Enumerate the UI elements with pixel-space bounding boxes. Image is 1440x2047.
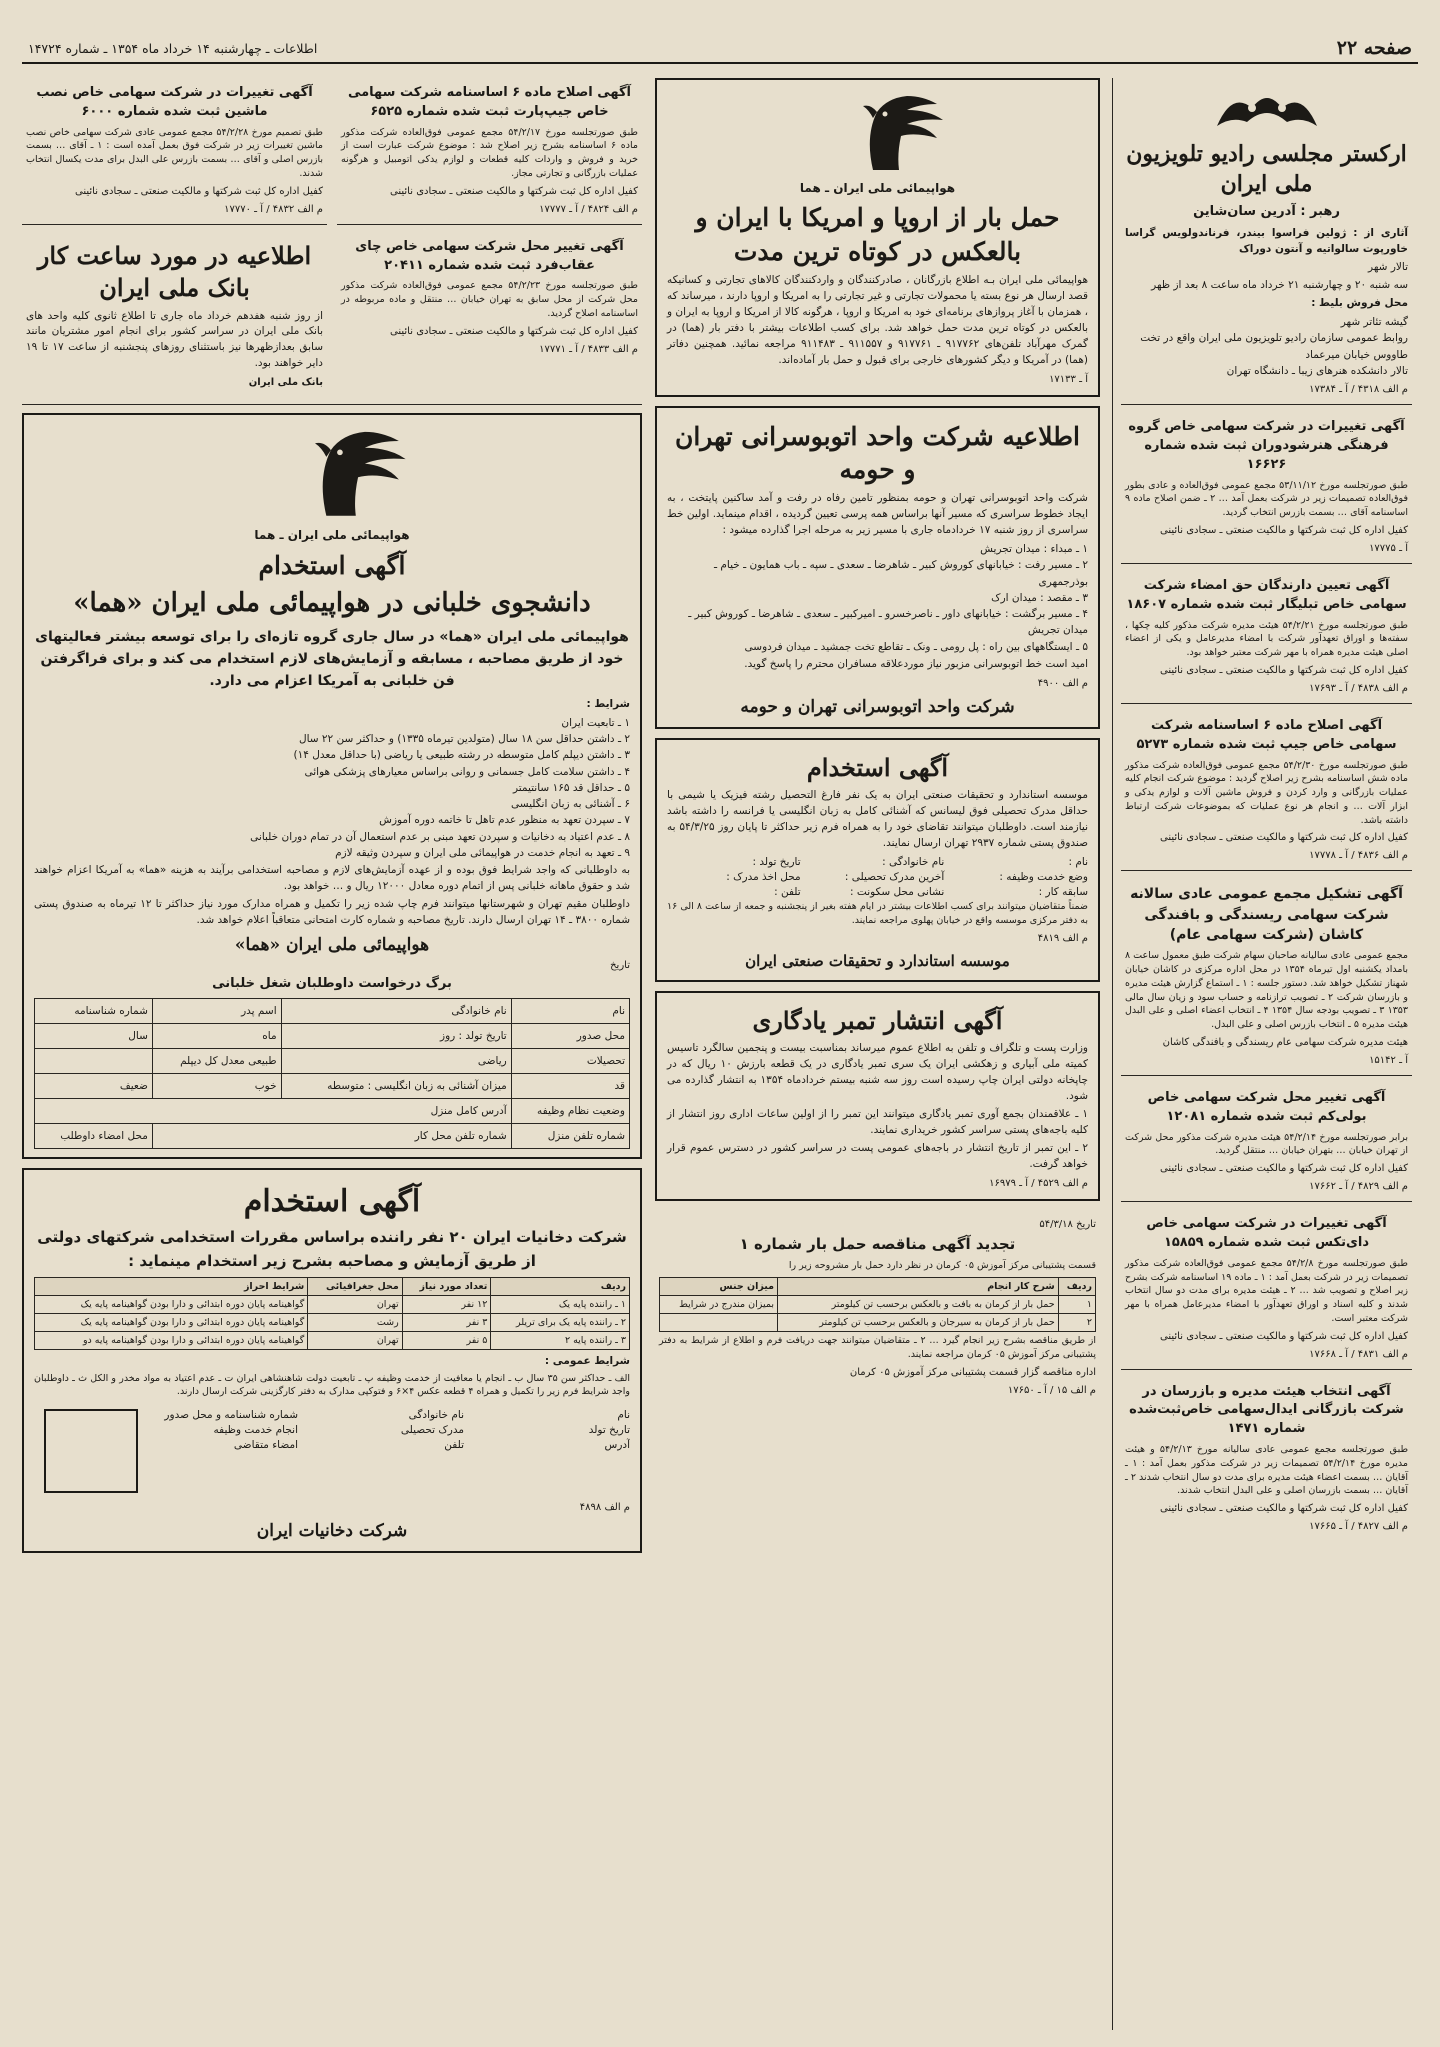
- notice-body: طبق تصمیم مورخ ۵۴/۲/۲۸ مجمع عمومی عادی شرکت سهامی خاص نصب ماشین تغییرات زیر در شرکت فوق بعمل آمده است : ۱ ـ آقای … بسمت بازرس اصلی و آقای … بسمت بازرس علی البدل برای مدت یکسال انتخاب شدند.: [26, 126, 323, 179]
- notice-ref: م الف ۴۸۳۳ / آ ـ ۱۷۷۷۱: [539, 343, 638, 355]
- orchestra-tickets-heading: محل فروش بلیط :: [1311, 297, 1408, 310]
- standards-note: ضمناً متقاضیان میتوانند برای کسب اطلاعات بیشتر در ایام هفته بغیر از پنجشنبه و جمعه از ساعت ۸ الی ۱۶ به دفتر مرکزی موسسه واقع در خیابان پهلوی مراجعه نمایند.: [667, 900, 1089, 926]
- standards-ref: م الف ۴۸۱۹: [1037, 932, 1088, 944]
- notice-ref: آ ـ ۱۵۱۴۲: [1369, 1054, 1408, 1066]
- homa-logo-icon: [667, 92, 1088, 176]
- condition-item: ۹ ـ تعهد به انجام خدمت در هواپیمائی ملی ایران و سپردن وثیقه لازم: [335, 846, 630, 859]
- form-cell: خوب: [152, 1073, 281, 1098]
- stamp-ref: م الف ۴۵۲۹ / آ ـ ۱۶۹۷۹: [989, 1177, 1088, 1189]
- right-column: [1112, 78, 1412, 2030]
- orchestra-title: ارکستر مجلسی رادیو تلویزیون ملی ایران: [1126, 141, 1407, 197]
- tender-cell: حمل بار از کرمان به سیرجان و بالعکس برحسب تن کیلومتر: [778, 1314, 1059, 1332]
- bus-route-list: [667, 541, 1088, 655]
- tobacco-hiring-ad: [22, 1168, 642, 1553]
- stamp-notice: [655, 991, 1100, 1201]
- tobacco-general-heading: شرایط عمومی :: [544, 1354, 630, 1367]
- form-field: نام خانوادگی: [408, 1409, 464, 1422]
- left-column: [22, 78, 642, 2030]
- homa-lead: هواپیمائی ملی ایران «هما» در سال جاری گروه تازه‌ای را برای توسعه بیشتر فعالیتهای خود از طریق مصاحبه ، مسابقه و آزمایش‌های لازم استخدام می کند و برای فراگرفتن فن خلبانی به آمریکا اعزام می دارد.: [35, 628, 629, 690]
- bus-intro: شرکت واحد اتوبوسرانی تهران و حومه بمنظور تامین رفاه در رفت و آمد ساکنین پایتخت ، به ایجاد خطوط سراسری که مسیر آنها براساس همه پرسی تعیین گردیده ، اقدام مینماید. اولین خط سراسری از روز شنبه ۱۷ خردادماه جاری با مسیر زیر به مرحله اجرا گذارده میشود :: [667, 492, 1088, 537]
- notice-ref: م الف ۴۸۲۷ / آ ـ ۱۷۶۶۵: [1309, 1521, 1408, 1533]
- bank-signature: بانک ملی ایران: [248, 377, 323, 389]
- form-field: سابقه کار :: [1038, 885, 1088, 898]
- bus-closing: امید است خط اتوبوسرانی مزبور نیاز موردعلاقه مسافران محترم را پاسخ گوید.: [744, 657, 1088, 670]
- form-cell: تحصیلات: [511, 1048, 629, 1073]
- cargo-ad: [655, 78, 1100, 397]
- form-cell: شماره تلفن محل کار: [152, 1123, 511, 1148]
- tobacco-cell: ۳ نفر: [402, 1313, 491, 1331]
- form-field: نام :: [1068, 855, 1088, 868]
- company-notice: [1121, 878, 1412, 1075]
- condition-item: ۱ ـ تابعیت ایران: [561, 716, 630, 729]
- notice-ref: م الف ۴۸۲۹ / آ ـ ۱۷۶۶۲: [1309, 1181, 1408, 1193]
- notice-body: طبق صورتجلسه مورخ ۵۴/۲/۲۱ هیئت مدیره شرکت مذکور کلیه چکها ، سفته‌ها و اوراق تعهدآور شرکت با امضاء مدیرعامل و یکی از اعضاء اصلی هیئت مدیره همراه با مهر شرکت معتبر خواهد بود.: [1125, 619, 1408, 659]
- form-cell: ضعیف: [35, 1073, 153, 1098]
- tender-ref: م الف ۱۵ / آ ـ ۱۷۶۵۰: [1007, 1384, 1096, 1396]
- standards-hiring-ad: [655, 738, 1100, 982]
- table-row: [660, 1296, 1096, 1314]
- company-notice: [1121, 571, 1412, 704]
- orchestra-dates: سه شنبه ۲۰ و چهارشنبه ۲۱ خرداد ماه ساعت ۸ بعد از ظهر: [1151, 279, 1408, 292]
- condition-item: ۵ ـ حداقل قد ۱۶۵ سانتیمتر: [512, 781, 630, 794]
- company-notice: [22, 78, 327, 225]
- tender-date: تاریخ ۵۴/۳/۱۸: [1039, 1218, 1096, 1230]
- form-cell: نام خانوادگی: [281, 998, 511, 1023]
- notice-signer: کفیل اداره کل ثبت شرکتها و مالکیت صنعتی ـ سجادی نائینی: [1160, 1163, 1408, 1175]
- form-field: تلفن: [444, 1439, 464, 1452]
- left-top-notices: [22, 78, 642, 405]
- table-row: [35, 1123, 630, 1148]
- tobacco-header: ردیف: [491, 1277, 630, 1295]
- form-field: تاریخ تولد: [588, 1424, 630, 1437]
- homa-logo-icon: [34, 427, 630, 523]
- cargo-body: هواپیمائی ملی ایران بـه اطلاع بازرگانان ، صادرکنندگان و واردکنندگان کالاهای تجارتی و کسانیکه قصد ارسال هر نوع بسته یا محمولات تجارتی و غیر تجارتی را به امریکا و اروپا دارند ، میرساند که ، همزمان با آغاز پروازهای برنامه‌ای خود به امریکا و اروپا ، هرگونه کالا از امریکا و اروپا به ایران و بالعکس در کوتاه ترین مدت حمل خواهد شد. برای کسب اطلاعات بیشتر با دفتر بار (هما) در گمرک مهرآباد تلفن‌های ۹۱۷۷۶۲ ـ ۹۱۷۷۶۱ و ۹۱۱۵۵۷ ـ ۹۱۱۴۸۳ مراجعه نمائید. همچنین دفاتر (هما) در آمریکا و دیگر کشورهای خارجی برای قبول و حمل بار آماده‌اند.: [667, 273, 1088, 366]
- homa-pilot-ad: [22, 413, 642, 1158]
- tender-notes: از طریق مناقصه بشرح زیر انجام گیرد … ۲ ـ متقاضیان میتوانند جهت دریافت فرم و اطلاع از شرایط به دفتر پشتیبانی مرکز آموزش ۰۵ کرمان مراجعه نمایند.: [659, 1335, 1096, 1360]
- form-field: شماره شناسنامه و محل صدور: [164, 1409, 298, 1422]
- tobacco-cell: ۵ نفر: [402, 1331, 491, 1349]
- tobacco-form-fields: [142, 1409, 630, 1451]
- tobacco-cell: ۳ ـ راننده پایه ۲: [491, 1331, 630, 1349]
- page-number: صفحه ۲۲: [1336, 37, 1412, 59]
- table-row: [35, 1023, 630, 1048]
- notice-body: مجمع عمومی عادی سالیانه صاحبان سهام شرکت طبق معمول ساعت ۸ بامداد یکشنبه اول تیرماه ۱۳۵۴ در محل اداره مرکزی در کاشان خیابان شهناز تشکیل خواهد شد. دستور جلسه : ۱ ـ استماع گزارش هیئت مدیره و بازرسان شرکت ۲ ـ تصویب ترازنامه و حساب سود و زیان سال مالی ۱۳۵۳ ۳ ـ تصویب بودجه سال ۱۳۵۴ ۴ ـ انتخاب اعضاء اصلی و علی البدل هیئت مدیره ۵ ـ انتخاب بازرس اصلی و علی البدل.: [1125, 950, 1409, 1031]
- notice-title: آگهی تشکیل مجمع عمومی عادی سالانه شرکت سهامی ریسندگی و بافندگی کاشان (شرکت سهامی عام): [1130, 886, 1403, 943]
- standards-title: آگهی استخدام: [806, 752, 949, 782]
- table-row: [35, 1098, 630, 1123]
- homa-form-date: تاریخ: [610, 959, 630, 971]
- notice-signer: کفیل اداره کل ثبت شرکتها و مالکیت صنعتی ـ سجادی نائینی: [1160, 832, 1408, 844]
- orchestra-conductor: رهبر : آدرین سان‌شاین: [1193, 204, 1340, 220]
- table-row: [35, 1073, 630, 1098]
- form-cell: ریاضی: [281, 1048, 511, 1073]
- tender-signature: اداره مناقصه گزار قسمت پشتیبانی مرکز آموزش ۰۵ کرمان: [849, 1366, 1096, 1378]
- bus-route: ۲ ـ مسیر رفت : خیابانهای کوروش کبیر ـ شاهرضا ـ سعدی ـ سپه ـ باب همایون ـ خیام ـ بوذرجمهری: [713, 559, 1088, 588]
- bank-title: اطلاعیه در مورد ساعت کار بانک ملی ایران: [37, 240, 312, 303]
- cargo-airline-name: هواپیمائی ملی ایران ـ هما: [799, 181, 956, 195]
- form-field: نشانی محل سکونت :: [850, 885, 945, 898]
- tender-cell: حمل بار از کرمان به بافت و بالعکس برحسب تن کیلومتر: [778, 1296, 1059, 1314]
- notice-title: آگهی تغییرات در شرکت سهامی خاص گروه فرهنگی هنرشودوران ثبت شده شماره ۱۶۶۲۶: [1128, 419, 1405, 472]
- tobacco-header: محل جغرافیائی: [308, 1277, 402, 1295]
- orchestra-ad: [1121, 78, 1412, 405]
- table-row: [35, 998, 630, 1023]
- notice-ref: م الف ۴۸۲۴ / آ ـ ۱۷۷۷۷: [539, 203, 638, 215]
- form-field: مدرک تحصیلی: [400, 1424, 464, 1437]
- homa-heading: آگهی استخدام: [258, 550, 406, 580]
- bus-route: ۴ ـ مسیر برگشت : خیابانهای داور ـ ناصرخسرو ـ امیرکبیر ـ سعدی ـ شاهرضا ـ کوروش کبیر ـ میدان تجریش: [688, 608, 1088, 637]
- homa-conditions-heading: شرایط :: [586, 697, 630, 710]
- bus-route: ۵ ـ ایستگاههای بین راه : پل رومی ـ ونک ـ تقاطع تخت جمشید ـ میدان فردوسی: [744, 640, 1088, 653]
- company-notice: [1121, 711, 1412, 872]
- table-row: [660, 1314, 1096, 1332]
- tobacco-cell: ۲ ـ راننده پایه یک برای تریلر: [491, 1313, 630, 1331]
- homa-form-title: برگ درخواست داوطلبان شغل خلبانی: [212, 975, 452, 991]
- tender-cell: [660, 1314, 778, 1332]
- notice-signer: کفیل اداره کل ثبت شرکتها و مالکیت صنعتی ـ سجادی نائینی: [1160, 1330, 1408, 1342]
- tobacco-table: [34, 1277, 630, 1350]
- notice-signer: کفیل اداره کل ثبت شرکتها و مالکیت صنعتی ـ سجادی نائینی: [390, 325, 638, 337]
- tender-header: ردیف: [1058, 1278, 1095, 1296]
- form-cell: شماره تلفن منزل: [511, 1123, 629, 1148]
- company-notice: [337, 78, 642, 225]
- homa-apply: داوطلبان مقیم تهران و شهرستانها میتوانند فرم چاپ شده زیر را تکمیل و همراه مدارک مورد نیاز حداکثر تا ۱۲ تیرماه به صندوق پستی شماره ۳۸۰۰ ـ ۱۴ تهران ارسال دارند. تاریخ مصاحبه و شماره کارت امتحانی متعاقباً اعلام خواهد شد.: [34, 898, 630, 926]
- table-row: [35, 1048, 630, 1073]
- form-field: انجام خدمت وظیفه: [213, 1424, 298, 1437]
- bus-route: ۱ ـ مبداء : میدان تجریش: [980, 542, 1088, 555]
- tobacco-signature: شرکت دخانیات ایران: [256, 1521, 408, 1542]
- homa-airline-name: هواپیمائی ملی ایران ـ هما: [254, 528, 410, 543]
- tender-header: شرح کار انجام: [778, 1278, 1059, 1296]
- tender-cell: ۱: [1058, 1296, 1095, 1314]
- homa-subheading: دانشجوی خلبانی در هواپیمائی ملی ایران «هما»: [73, 588, 591, 619]
- tobacco-cell: تهران: [308, 1295, 402, 1313]
- notice-ref: م الف ۴۸۳۸ / آ ـ ۱۷۶۹۳: [1309, 682, 1408, 694]
- stamp-title: آگهی انتشار تمبر یادگاری: [752, 1005, 1003, 1035]
- tobacco-cell: ۱ ـ راننده پایه یک: [491, 1295, 630, 1313]
- left-top-right-stack: [337, 78, 642, 404]
- homa-conditions: [34, 715, 630, 861]
- tender-title: تجدید آگهی مناقصه حمل بار شماره ۱: [739, 1234, 1016, 1253]
- tobacco-cell: رشت: [308, 1313, 402, 1331]
- bus-title: اطلاعیه شرکت واحد اتوبوسرانی تهران و حومه: [675, 421, 1080, 485]
- notice-signer: کفیل اداره کل ثبت شرکتها و مالکیت صنعتی ـ سجادی نائینی: [75, 185, 323, 197]
- form-cell: نام: [511, 998, 629, 1023]
- form-field: امضاء متقاضی: [233, 1439, 298, 1452]
- company-notice: [1121, 412, 1412, 564]
- table-row: [35, 1313, 630, 1331]
- tobacco-header: تعداد مورد نیاز: [402, 1277, 491, 1295]
- broadcasting-logo-icon: [1125, 86, 1408, 136]
- orchestra-venue: تالار شهر: [1368, 261, 1408, 274]
- notice-title: آگهی اصلاح ماده ۶ اساسنامه شرکت سهامی خاص جیپ ثبت شده شماره ۵۲۷۳: [1136, 717, 1397, 752]
- notice-title: آگهی انتخاب هیئت مدیره و بازرسان در شرکت بازرگانی ایدال‌سهامی خاص‌ثبت‌شده شماره ۱۴۷۱: [1129, 1383, 1404, 1437]
- form-cell: طبیعی معدل کل دیپلم: [152, 1048, 281, 1073]
- notice-ref: م الف ۴۸۳۶ / آ ـ ۱۷۷۷۸: [1309, 850, 1408, 862]
- tobacco-ref: م الف ۴۸۹۸: [579, 1502, 630, 1514]
- form-cell: وضعیت نظام وظیفه: [511, 1098, 629, 1123]
- tobacco-cell: ۱۲ نفر: [402, 1295, 491, 1313]
- company-notice: [1121, 1377, 1412, 1542]
- form-cell: آدرس کامل منزل: [35, 1098, 512, 1123]
- tobacco-cell: گواهینامه پایان دوره ابتدائی و دارا بودن گواهینامه پایه دو: [35, 1331, 308, 1349]
- notice-signer: کفیل اداره کل ثبت شرکتها و مالکیت صنعتی ـ سجادی نائینی: [1160, 524, 1408, 536]
- form-cell: تاریخ تولد : روز: [281, 1023, 511, 1048]
- notice-body: طبق صورتجلسه مورخ ۵۳/۱۱/۱۲ مجمع عمومی فوق‌العاده و عادی بطور فوق‌العاده تصمیمات زیر در شرکت بعمل آمد … ۲ ـ ضمن اصلاح ماده ۹ اساسنامه آقای … بسمت بازرس انتخاب گردید.: [1125, 479, 1409, 519]
- tender-table: [659, 1277, 1096, 1332]
- bus-signature: شرکت واحد اتوبوسرانی تهران و حومه: [740, 696, 1015, 717]
- orchestra-ticket-list: [1125, 314, 1408, 379]
- photo-placeholder: [44, 1409, 138, 1493]
- page-header: [22, 34, 1418, 64]
- tender-cell: بمیزان مندرج در شرایط: [660, 1296, 778, 1314]
- notice-title: آگهی تغییر محل شرکت سهامی خاص چای عقاب‌فرد ثبت شده شماره ۲۰۴۱۱: [355, 238, 624, 273]
- form-cell: میزان آشنائی به زبان انگلیسی : متوسطه: [281, 1073, 511, 1098]
- tobacco-cell: گواهینامه پایان دوره ابتدائی و دارا بودن گواهینامه پایه یک: [35, 1295, 308, 1313]
- tobacco-header: شرایط احراز: [35, 1277, 308, 1295]
- form-field: آدرس: [604, 1439, 630, 1452]
- form-cell: اسم پدر: [152, 998, 281, 1023]
- standards-signature: موسسه استاندارد و تحقیقات صنعتی ایران: [745, 951, 1010, 970]
- tender-notice: [655, 1210, 1100, 1405]
- company-notice: [337, 232, 642, 364]
- cargo-title: حمل بار از اروپا و امریکا با ایران و بالعکس در کوتاه ترین مدت: [695, 203, 1060, 267]
- form-field: محل اخذ مدرک :: [726, 870, 801, 883]
- form-cell: سال: [35, 1023, 153, 1048]
- orchestra-ref: م الف ۴۳۱۸ / آ ـ ۱۷۳۸۴: [1309, 384, 1408, 396]
- notice-signer: هیئت مدیره شرکت سهامی عام ریسندگی و بافندگی کاشان: [1162, 1036, 1408, 1048]
- standards-body: موسسه استاندارد و تحقیقات صنعتی ایران به یک نفر فارغ التحصیل رشته فیزیک یا شیمی با حداقل مدرک تحصیلی فوق لیسانس که آشنائی کامل به زبان انگلیسی یا فرانسه را داشته باشد نیازمند است. داوطلبان میتوانند تقاضای خود را به همراه فرم زیر حداکثر تا پایان روز ۵۴/۳/۲۵ به صندوق پستی شماره ۲۹۳۷ تهران ارسال نمایند.: [667, 789, 1088, 850]
- form-field: آخرین مدرک تحصیلی :: [844, 870, 945, 883]
- notice-signer: کفیل اداره کل ثبت شرکتها و مالکیت صنعتی ـ سجادی نائینی: [1160, 1503, 1408, 1515]
- table-row: [35, 1295, 630, 1313]
- tobacco-heading: آگهی استخدام: [243, 1183, 421, 1219]
- homa-application-form: [34, 998, 630, 1149]
- tobacco-cell: گواهینامه پایان دوره ابتدائی و دارا بودن گواهینامه پایه یک: [35, 1313, 308, 1331]
- tobacco-lead: شرکت دخانیات ایران ۲۰ نفر راننده براساس مقررات استخدامی شرکتهای دولتی از طریق آزمایش و مصاحبه بشرح زیر استخدام مینماید :: [37, 1227, 627, 1270]
- notice-title: آگهی تغییر محل شرکت سهامی خاص بولی‌کم ثبت شده شماره ۱۲۰۸۱: [1147, 1089, 1386, 1124]
- condition-item: ۸ ـ عدم اعتیاد به دخانیات و سپردن تعهد مبنی بر عدم استعمال آن در تمام دوران خلبانی: [250, 830, 630, 843]
- left-top-left-stack: [22, 78, 327, 404]
- tobacco-general: الف ـ حداکثر سن ۳۵ سال ب ـ انجام یا معافیت از خدمت وظیفه پ ـ تابعیت دولت شاهنشاهی ایران ت ـ عدم اعتیاد به مواد مخدر و الکل ث ـ داوطلبان واجد شرایط فرم زیر را تکمیل و همراه ۴ قطعه عکس ۴×۶ و فتوکپی مدارک به دفتر کارگزینی شرکت ارسال دارند.: [34, 1372, 630, 1398]
- dateline: اطلاعات ـ چهارشنبه ۱۴ خرداد ماه ۱۳۵۴ ـ شماره ۱۴۷۲۴: [28, 40, 318, 56]
- ticket-place: تالار دانشکده هنرهای زیبا ـ دانشگاه تهران: [1226, 364, 1408, 377]
- stamp-point: ۱ ـ علاقمندان بجمع آوری تمبر یادگاری میتوانند این تمبر را از اولین ساعات اداری روز انتشار از کلیه باجه‌های پستی سراسر کشور خریداری نمایند.: [667, 1107, 1088, 1136]
- form-cell: شماره شناسنامه: [35, 998, 153, 1023]
- tender-subtitle: قسمت پشتیبانی مرکز آموزش ۰۵ کرمان در نظر دارد حمل بار مشروحه زیر را: [788, 1260, 1096, 1272]
- notice-body: طبق صورتجلسه مورخ ۵۴/۲/۸ مجمع عمومی فوق‌العاده شرکت مذکور تصمیمات زیر در شرکت بعمل آمد : ۱ ـ ماده ۱۹ اساسنامه شرکت بشرح زیر اصلاح و تصویب شد … ۲ ـ هیئت مدیره برای مدت دو سال انتخاب شدند و کلیه اسناد و اوراق تعهدآور با امضاء مدیرعامل همراه با مهر شرکت معتبر است.: [1125, 1257, 1408, 1324]
- notice-title: آگهی اصلاح ماده ۶ اساسنامه شرکت سهامی خاص جیپ‌پارت ثبت شده شماره ۶۵۲۵: [347, 85, 632, 119]
- notice-body: طبق صورتجلسه مورخ ۵۴/۲/۱۷ مجمع عمومی فوق‌العاده شرکت مذکور ماده ۶ اساسنامه بشرح زیر اصلاح شد : موضوع شرکت عبارت است از خرید و فروش و واردات کلیه قطعات و لوازم یدکی اتومبیل و هرگونه عملیات بازرگانی و تجارتی مجاز.: [341, 126, 639, 179]
- company-notice: [1121, 1083, 1412, 1202]
- bus-route: ۳ ـ مقصد : میدان ارک: [991, 591, 1088, 604]
- form-cell: ماه: [152, 1023, 281, 1048]
- notice-title: آگهی تغییرات در شرکت سهامی خاص دای‌تکس ثبت شده شماره ۱۵۸۵۹: [1146, 1216, 1387, 1250]
- notice-body: برابر صورتجلسه مورخ ۵۴/۲/۱۴ هیئت مدیره شرکت مذکور محل شرکت از تهران خیابان … بتهران خیابان … منتقل گردید.: [1125, 1131, 1408, 1157]
- homa-signature: هواپیمائی ملی ایران «هما»: [234, 934, 430, 955]
- notice-ref: م الف ۴۸۳۲ / آ ـ ۱۷۷۷۰: [224, 203, 323, 215]
- stamp-body: وزارت پست و تلگراف و تلفن به اطلاع عموم میرساند بمناسبت بیست و پنجمین سالگرد تاسیس کمیته ملی آبیاری و زهکشی ایران یک سری تمبر یادگاری در یک قطعه بارزش ۱۰ ریال که در چاپخانه دولتی ایران چاپ رسیده است روز سه شنبه بیستم خردادماه ۱۳۵۴ به انتشار گذارده می شود.: [667, 1041, 1089, 1102]
- cargo-ref: آ ـ ۱۷۱۳۳: [1049, 373, 1088, 385]
- company-notice: [1121, 1209, 1412, 1370]
- form-cell: محل صدور: [511, 1023, 629, 1048]
- ticket-place: گیشه تئاتر شهر: [1340, 315, 1408, 328]
- orchestra-program: آثاری از : ژولین فراسوا بیندر، فرناندولویس گراسا خاورپوت سالواتیه و آنتون دوراک: [1125, 227, 1408, 256]
- ticket-place: روابط عمومی سازمان رادیو تلویزیون ملی ایران واقع در تخت طاووس خیابان میرعماد: [1140, 332, 1408, 361]
- form-field: تاریخ تولد :: [752, 855, 801, 868]
- notice-body: طبق صورتجلسه مجمع عمومی عادی سالیانه مورخ ۵۴/۲/۱۳ و هیئت مدیره مورخ ۵۴/۲/۱۴ تصمیمات زیر در شرکت مذکور بعمل آمد : ۱ ـ آقایان … بسمت اعضاء هیئت مدیره برای مدت دو سال انتخاب شدند ۲ ـ آقایان … بسمت بازرسان اصلی و علی البدل انتخاب شدند.: [1125, 1444, 1409, 1497]
- tender-header: میزان جنس: [660, 1278, 778, 1296]
- form-field: تلفن :: [774, 885, 801, 898]
- homa-salary: به داوطلبانی که واجد شرایط فوق بوده و از عهده آزمایش‌های لازم و مصاحبه استخدامی برآیند به هزینه «هما» به آمریکا اعزام خواهند شد و حقوق ماهانه خلبانی پس از اتمام دوره معادل ۱۲۰۰۰ ریال و … خواهد بود.: [34, 864, 630, 893]
- middle-column: [655, 78, 1100, 2030]
- stamp-point: ۲ ـ این تمبر از تاریخ انتشار در باجه‌های عمومی پست در سراسر کشور در دسترس عموم قرار خواهد گرفت.: [667, 1141, 1088, 1170]
- tobacco-form: [34, 1405, 630, 1497]
- condition-item: ۴ ـ داشتن سلامت کامل جسمانی و روانی براساس معیارهای پزشکی هوائی: [304, 765, 630, 778]
- notice-body: طبق صورتجلسه مورخ ۵۴/۲/۳۰ مجمع عمومی فوق‌العاده شرکت مذکور ماده شش اساسنامه بشرح زیر اصلاح گردید : موضوع شرکت انجام کلیه عملیات بازرگانی و وارد کردن و فروش ماشین آلات و لوازم یدکی و ابزار آلات … و انجام هر نوع عملیات که بموضوعات شرکت ارتباط داشته باشد.: [1125, 759, 1408, 826]
- bank-notice: [22, 232, 327, 398]
- notice-body: طبق صورتجلسه مورخ ۵۴/۲/۲۳ مجمع عمومی فوق‌العاده شرکت مذکور محل شرکت از محل سابق به تهران خیابان … منتقل و ماده مربوطه در اساسنامه اصلاح گردید.: [341, 280, 638, 319]
- notice-ref: م الف ۴۸۳۱ / آ ـ ۱۷۶۶۸: [1309, 1348, 1408, 1360]
- notice-title: آگهی تعیین دارندگان حق امضاء شرکت سهامی خاص تبلیگار ثبت شده شماره ۱۸۶۰۷: [1126, 577, 1407, 612]
- notice-title: آگهی تغییرات در شرکت سهامی خاص نصب ماشین ثبت شده شماره ۶۰۰۰: [36, 85, 313, 119]
- form-field: نام خانوادگی :: [882, 855, 945, 868]
- form-field: نام: [617, 1409, 630, 1422]
- form-field: وضع خدمت وظیفه :: [999, 870, 1088, 883]
- condition-item: ۳ ـ داشتن دیپلم کامل متوسطه در رشته طبیعی یا ریاضی (با حداقل معدل ۱۴): [293, 749, 630, 762]
- condition-item: ۲ ـ داشتن حداقل سن ۱۸ سال (متولدین تیرماه ۱۳۳۵) و حداکثر سن ۲۲ سال: [298, 732, 630, 745]
- bank-body: از روز شنبه هفدهم خرداد ماه جاری تا اطلاع ثانوی کلیه واحد های بانک ملی ایران در سراسر کشور برای انجام امور مشتریان مانند سابق بعدازظهرها نیز باستثنای روزهای پنجشنبه از ساعت ۱۷ تا ۱۹ دایر خواهند بود.: [26, 309, 323, 370]
- notice-signer: کفیل اداره کل ثبت شرکتها و مالکیت صنعتی ـ سجادی نائینی: [390, 185, 638, 197]
- form-cell: محل امضاء داوطلب: [35, 1123, 153, 1148]
- condition-item: ۶ ـ آشنائی به زبان انگلیسی: [510, 798, 630, 811]
- notice-signer: کفیل اداره کل ثبت شرکتها و مالکیت صنعتی ـ سجادی نائینی: [1160, 664, 1408, 676]
- tender-cell: ۲: [1058, 1314, 1095, 1332]
- form-cell: قد: [511, 1073, 629, 1098]
- condition-item: ۷ ـ سپردن تعهد به منظور عدم تاهل تا خاتمه دوره آموزش: [379, 814, 630, 827]
- table-row: [35, 1331, 630, 1349]
- tobacco-cell: تهران: [308, 1331, 402, 1349]
- notice-ref: آ ـ ۱۷۷۷۵: [1369, 542, 1408, 554]
- form-cell: [35, 1048, 153, 1073]
- bus-ref: م الف ۴۹۰۰: [1037, 677, 1088, 689]
- bus-notice: [655, 406, 1100, 729]
- standards-form: [667, 856, 1088, 898]
